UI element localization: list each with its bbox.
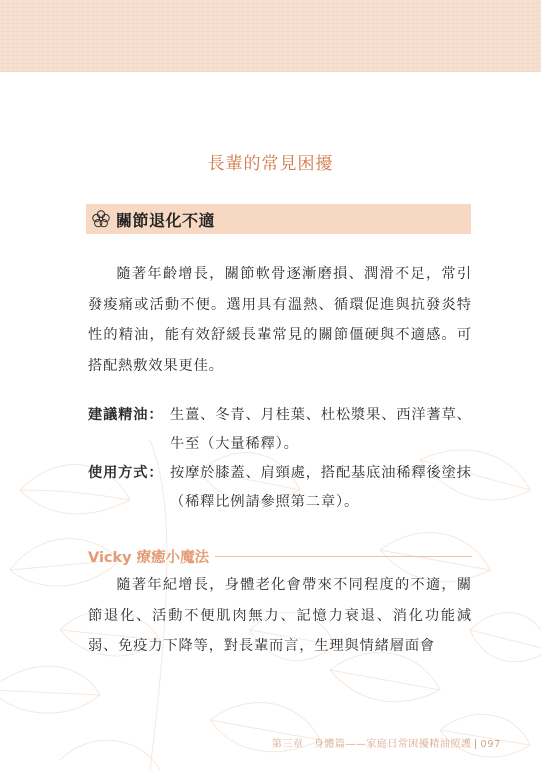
oils-row — [88, 401, 472, 459]
usage-value: 按摩於膝蓋、肩頸處，搭配基底油稀釋後塗抹（稀釋比例請參照第二章）。 — [170, 465, 472, 510]
tip-heading — [88, 546, 472, 567]
oils-label: 建議精油： — [88, 407, 164, 423]
footer-subtitle: ——家庭日常困擾精油照護 — [345, 739, 472, 750]
usage-label: 使用方式： — [88, 465, 164, 481]
section-header — [86, 204, 471, 234]
usage-row — [88, 459, 472, 517]
tip-rule — [215, 556, 472, 557]
page-footer — [272, 735, 501, 750]
chapter-title: 長輩的常見困擾 — [207, 154, 334, 174]
page-number: 097 — [480, 739, 501, 750]
oils-value: 生薑、冬青、月桂葉、杜松漿果、西洋蓍草、牛至（大量稀釋）。 — [170, 407, 472, 452]
tip-text: 隨著年紀增長，身體老化會帶來不同程度的不適，關節退化、活動不便肌肉無力、記憶力衰退、消化功能減弱、免疫力下降等，對長輩而言，生理與情緒層面會 — [88, 577, 472, 654]
footer-chapter: 第三章 身體篇 — [271, 739, 346, 750]
section-title: 關節退化不適 — [116, 210, 216, 230]
intro-paragraph — [88, 259, 472, 381]
intro-text: 隨著年齡增長，關節軟骨逐漸磨損、潤滑不足，常引發痠痛或活動不便。選用具有溫熱、循環促進與抗發炎特性的精油，能有效舒緩長輩常見的關節僵硬與不適感。可搭配熱敷效果更佳。 — [88, 266, 472, 374]
top-decorative-band — [0, 0, 541, 72]
flower-outline-icon — [90, 208, 112, 230]
footer-divider — [475, 739, 476, 749]
tip-label: Vicky 療癒小魔法 — [88, 550, 210, 566]
spec-block — [88, 401, 472, 517]
tip-paragraph — [88, 570, 472, 662]
